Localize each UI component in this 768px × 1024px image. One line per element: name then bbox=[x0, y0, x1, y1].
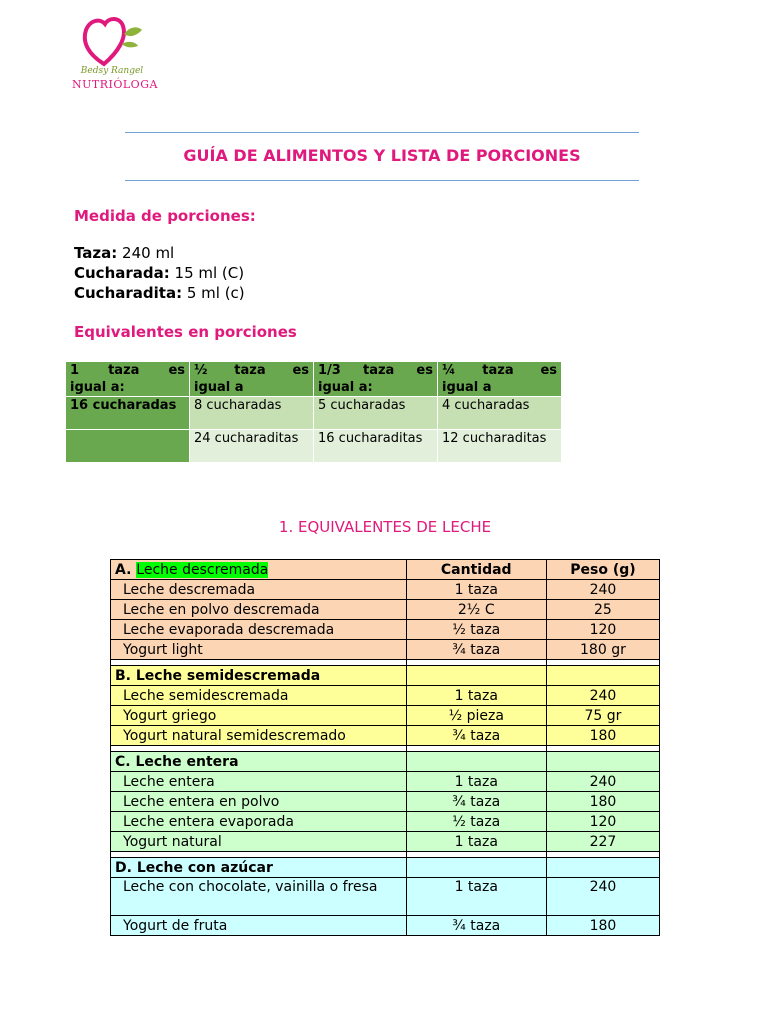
food-name: Yogurt natural semidescremado bbox=[111, 726, 407, 746]
food-name: Leche con chocolate, vainilla o fresa bbox=[111, 878, 407, 916]
food-quantity: ½ taza bbox=[406, 620, 546, 640]
food-weight: 240 bbox=[546, 686, 659, 706]
food-name: Leche entera bbox=[111, 772, 407, 792]
table-cell: 12 cucharaditas bbox=[438, 430, 562, 463]
food-quantity: ¾ taza bbox=[406, 792, 546, 812]
table-row bbox=[66, 397, 562, 430]
table-cell: 4 cucharadas bbox=[438, 397, 562, 430]
group-name: D. Leche con azúcar bbox=[111, 858, 407, 878]
table-header-cell: 1 taza es igual a: bbox=[66, 362, 190, 397]
food-weight: 180 bbox=[546, 726, 659, 746]
table-row bbox=[111, 580, 660, 600]
group-name: C. Leche entera bbox=[111, 752, 407, 772]
food-name: Leche entera en polvo bbox=[111, 792, 407, 812]
measure-item: Taza: 240 ml bbox=[74, 244, 175, 262]
food-quantity: 1 taza bbox=[406, 686, 546, 706]
table-row bbox=[111, 706, 660, 726]
food-name: Yogurt griego bbox=[111, 706, 407, 726]
logo-brand: Bedsy Rangel bbox=[80, 66, 144, 76]
logo bbox=[72, 14, 158, 94]
group-header-row bbox=[111, 752, 660, 772]
food-weight: 120 bbox=[546, 812, 659, 832]
table-header-cell: ½ taza es igual a bbox=[190, 362, 314, 397]
table-cell: 5 cucharadas bbox=[314, 397, 438, 430]
table-cell: 16 cucharaditas bbox=[314, 430, 438, 463]
food-name: Leche evaporada descremada bbox=[111, 620, 407, 640]
group-name: A. Leche descremada bbox=[111, 560, 407, 580]
column-header-cantidad: Cantidad bbox=[406, 560, 546, 580]
food-quantity: ½ pieza bbox=[406, 706, 546, 726]
measures-heading: Medida de porciones: bbox=[74, 207, 256, 225]
divider bbox=[125, 180, 639, 181]
food-name: Yogurt natural bbox=[111, 832, 407, 852]
food-quantity: 1 taza bbox=[406, 832, 546, 852]
logo-subtitle: NUTRIÓLOGA bbox=[72, 78, 158, 91]
divider bbox=[125, 132, 639, 133]
group-name: B. Leche semidescremada bbox=[111, 666, 407, 686]
table-row bbox=[111, 812, 660, 832]
food-weight: 240 bbox=[546, 580, 659, 600]
group-header-row bbox=[111, 858, 660, 878]
table-cell: 24 cucharaditas bbox=[190, 430, 314, 463]
food-weight: 180 bbox=[546, 792, 659, 812]
food-weight: 240 bbox=[546, 772, 659, 792]
table-row bbox=[111, 792, 660, 812]
milk-table bbox=[110, 559, 660, 936]
food-weight: 25 bbox=[546, 600, 659, 620]
food-weight: 75 gr bbox=[546, 706, 659, 726]
food-quantity: ¾ taza bbox=[406, 640, 546, 660]
food-quantity: ½ taza bbox=[406, 812, 546, 832]
equivalents-heading: Equivalentes en porciones bbox=[74, 323, 297, 341]
table-row bbox=[111, 726, 660, 746]
food-weight: 240 bbox=[546, 878, 659, 916]
section-title: 1. EQUIVALENTES DE LECHE bbox=[278, 518, 492, 536]
table-row bbox=[111, 686, 660, 706]
food-weight: 120 bbox=[546, 620, 659, 640]
food-name: Yogurt light bbox=[111, 640, 407, 660]
food-quantity: 1 taza bbox=[406, 878, 546, 916]
column-header-peso: Peso (g) bbox=[546, 560, 659, 580]
table-cell: 16 cucharadas bbox=[66, 397, 190, 430]
food-name: Leche semidescremada bbox=[111, 686, 407, 706]
table-row bbox=[111, 772, 660, 792]
table-row bbox=[111, 600, 660, 620]
heart-leaf-icon bbox=[78, 14, 146, 68]
food-quantity: ¾ taza bbox=[406, 916, 546, 936]
table-header-cell: 1/3 taza es igual a: bbox=[314, 362, 438, 397]
group-header-row bbox=[111, 560, 660, 580]
food-weight: 180 bbox=[546, 916, 659, 936]
food-weight: 180 gr bbox=[546, 640, 659, 660]
food-name: Leche en polvo descremada bbox=[111, 600, 407, 620]
food-quantity: 1 taza bbox=[406, 772, 546, 792]
table-row bbox=[111, 832, 660, 852]
table-row bbox=[66, 430, 562, 463]
table-cell: 8 cucharadas bbox=[190, 397, 314, 430]
food-weight: 227 bbox=[546, 832, 659, 852]
food-name: Leche entera evaporada bbox=[111, 812, 407, 832]
table-row bbox=[111, 916, 660, 936]
table-header-row bbox=[66, 362, 562, 397]
group-header-row bbox=[111, 666, 660, 686]
table-cell bbox=[66, 430, 190, 463]
food-name: Yogurt de fruta bbox=[111, 916, 407, 936]
table-row bbox=[111, 878, 660, 916]
food-name: Leche descremada bbox=[111, 580, 407, 600]
measure-item: Cucharada: 15 ml (C) bbox=[74, 264, 245, 282]
food-quantity: ¾ taza bbox=[406, 726, 546, 746]
table-row bbox=[111, 640, 660, 660]
equivalents-table bbox=[65, 361, 562, 463]
table-header-cell: ¼ taza es igual a bbox=[438, 362, 562, 397]
food-quantity: 1 taza bbox=[406, 580, 546, 600]
table-row bbox=[111, 620, 660, 640]
food-quantity: 2½ C bbox=[406, 600, 546, 620]
page-title: GUÍA DE ALIMENTOS Y LISTA DE PORCIONES bbox=[183, 146, 581, 165]
measure-item: Cucharadita: 5 ml (c) bbox=[74, 284, 245, 302]
